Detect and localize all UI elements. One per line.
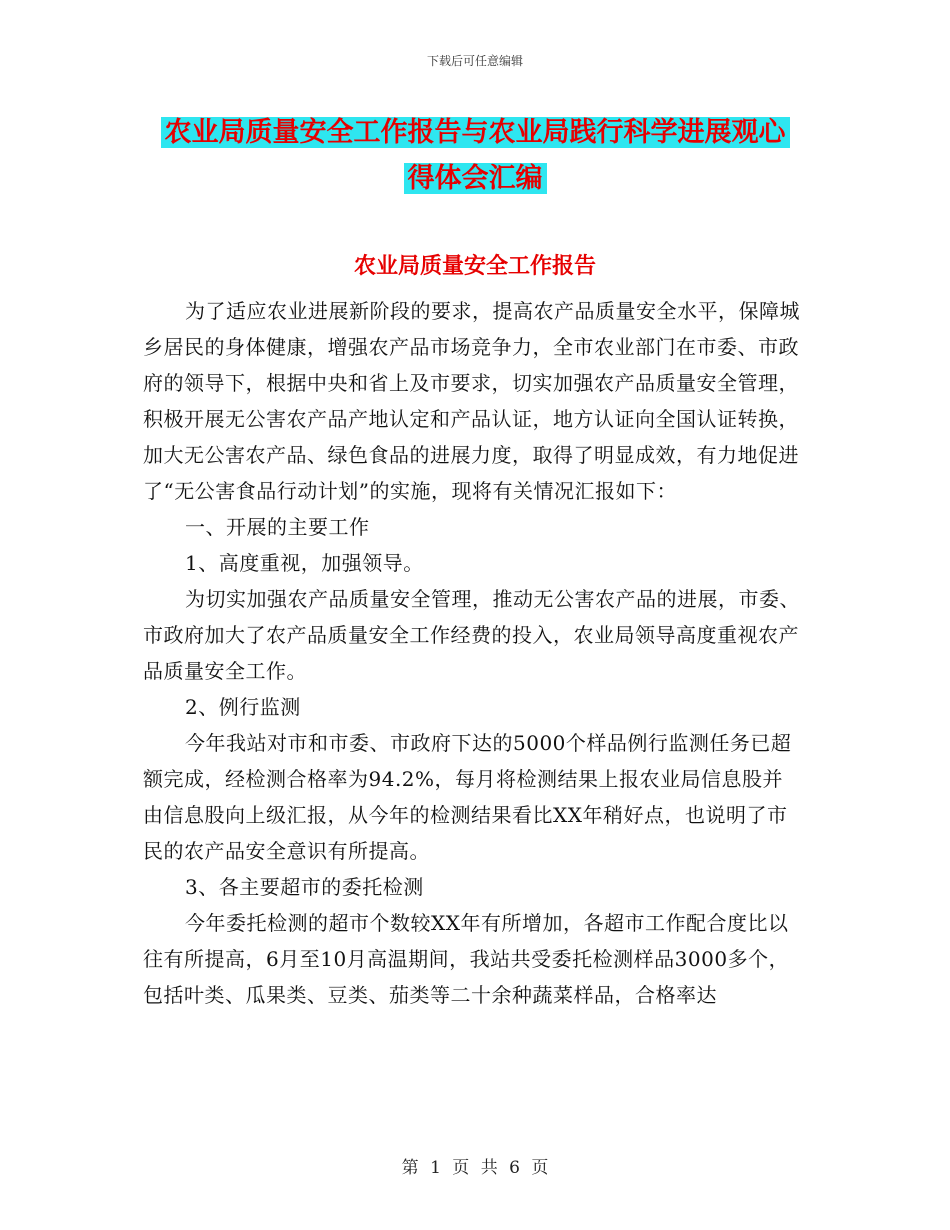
paragraph-routine-monitoring: 今年我站对市和市委、市政府下达的5000个样品例行监测任务已超额完成，经检测合格率为94.2%，每月将检测结果上报农业局信息股并由信息股向上级汇报，从今年的检测结果看比XX年稍好点，也说明了市民的农产品安全意识有所提高。 [143, 731, 792, 863]
title-highlight-2: 得体会汇编 [404, 163, 547, 194]
document-title [0, 110, 950, 202]
title-highlight-1: 农业局质量安全工作报告与农业局践行科学进展观心 [161, 117, 790, 148]
document-title-line-1 [0, 110, 950, 156]
paragraph-leadership: 为切实加强农产品质量安全管理，推动无公害农产品的进展，市委、市政府加大了农产品质量安全工作经费的投入，农业局领导高度重视农产品质量安全工作。 [143, 587, 800, 683]
heading-routine-monitoring: 2、例行监测 [185, 695, 301, 719]
heading-leadership: 1、高度重视，加强领导。 [185, 551, 424, 575]
section-title: 农业局质量安全工作报告 [353, 254, 596, 279]
document-title-line-2 [0, 156, 950, 202]
page-number-footer: 第 1 页 共 6 页 [401, 1158, 549, 1178]
document-body [143, 293, 803, 1013]
heading-supermarket-testing: 3、各主要超市的委托检测 [185, 875, 424, 899]
paragraph-supermarket-testing: 今年委托检测的超市个数较XX年有所增加，各超市工作配合度比以往有所提高，6月至10月高温期间，我站共受委托检测样品3000多个，包括叶类、瓜果类、豆类、茄类等二十余种蔬菜样品，合格率达 [143, 911, 790, 1007]
paragraph-intro: 为了适应农业进展新阶段的要求，提高农产品质量安全水平，保障城乡居民的身体健康，增强农产品市场竞争力，全市农业部门在市委、市政府的领导下，根据中央和省上及市要求，切实加强农产品质量安全管理，积极开展无公害农产品产地认定和产品认证，地方认证向全国认证转换，加大无公害农产品、绿色食品的进展力度，取得了明显成效，有力地促进了“无公害食品行动计划”的实施，现将有关情况汇报如下： [143, 299, 800, 503]
header-note: 下载后可任意编辑 [426, 54, 523, 68]
heading-main-work: 一、开展的主要工作 [185, 515, 370, 539]
